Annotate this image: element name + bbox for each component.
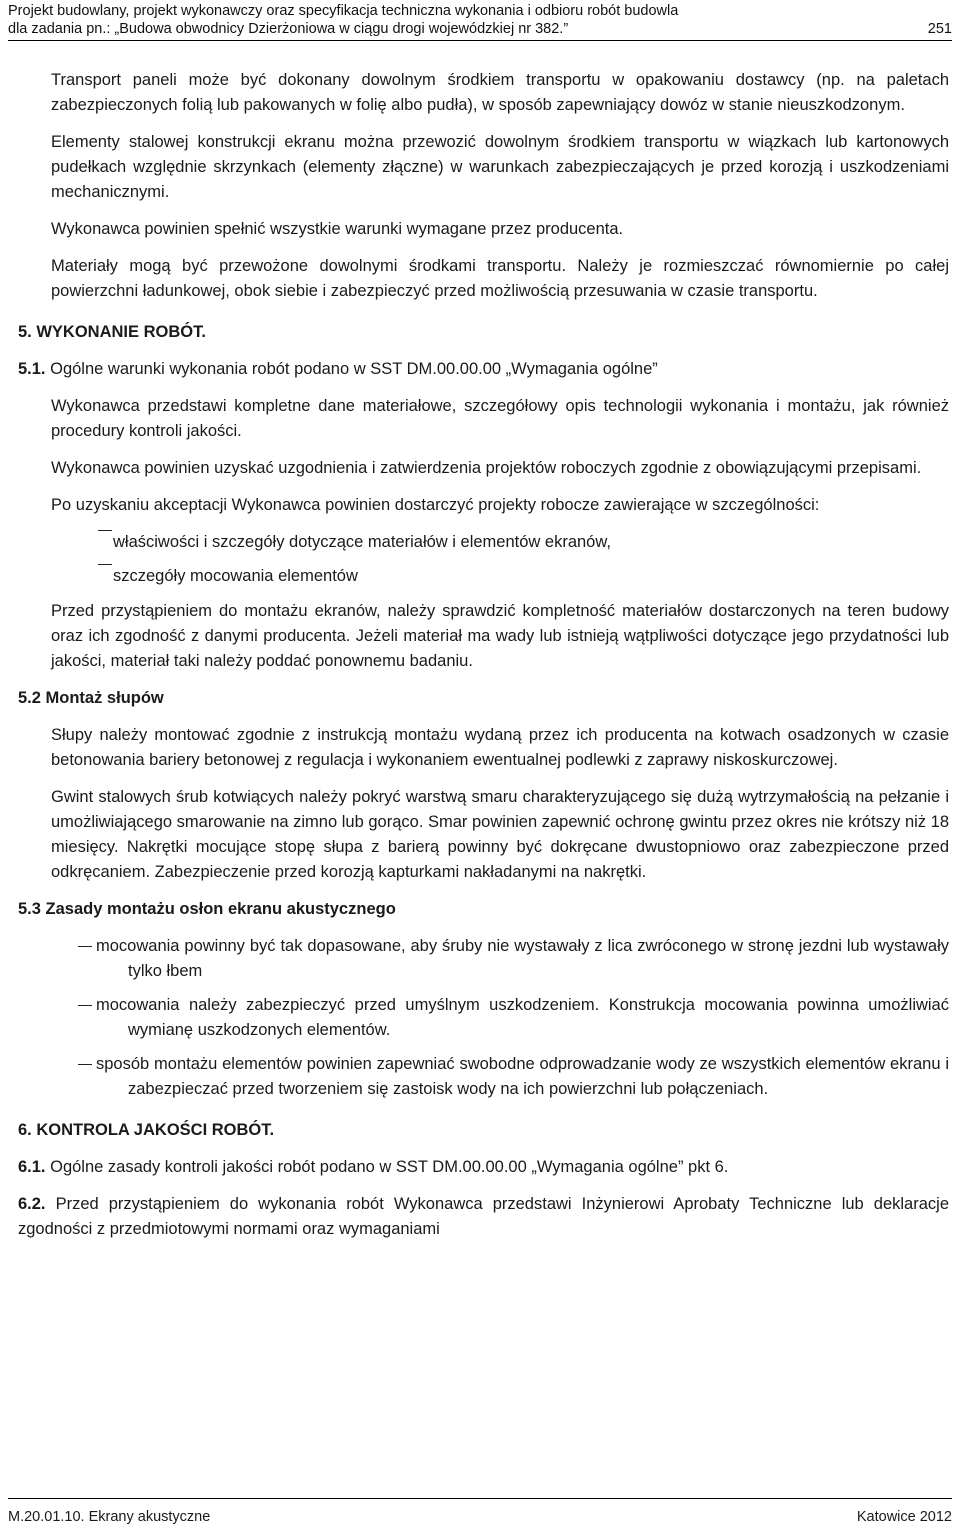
subsection-text: Ogólne zasady kontroli jakości robót podano w SST DM.00.00.00 „Wymagania ogólne” pkt 6. — [50, 1158, 729, 1176]
paragraph: Materiały mogą być przewożone dowolnymi środkami transportu. Należy je rozmieszczać równomiernie po całej powierzchni ładunkowej, obok siebie i zabezpieczyć przed możliwością przesuwania w czasie transportu. — [51, 257, 949, 300]
subsection-heading-5-1 — [18, 357, 949, 382]
section-heading-5-3: 5.3 Zasady montażu osłon ekranu akustycznego — [18, 900, 396, 918]
paragraph: Gwint stalowych śrub kotwiących należy pokryć warstwą smaru charakteryzującego się dużą wytrzymałością na pełzanie i umożliwiającego smarowanie na zimno lub gorąco. Smar powinien zapewnić ochronę gwintu przez okres nie krótszy niż 18 miesięcy. Nakrętki mocujące stopę słupa z barierą powinny być dokręcane dwustopniowo oraz zabezpieczone przed odkręcaniem. Zabezpieczenie przed korozją kapturkami nakładanymi na nakrętki. — [51, 788, 949, 881]
mounting-rules-list — [78, 934, 949, 1102]
subsection-number: 5.1. — [18, 360, 46, 378]
paragraph: Przed przystąpieniem do montażu ekranów, należy sprawdzić kompletność materiałów dostarczonych na teren budowy oraz ich zgodność z danymi producenta. Jeżeli materiał ma wady lub istnieją wątpliwości dotyczące jego przydatności lub jakości, materiał taki należy poddać ponownemu badaniu. — [51, 602, 949, 670]
header-line-2-row — [8, 20, 952, 38]
list-item-text: mocowania należy zabezpieczyć przed umyślnym uszkodzeniem. Konstrukcja mocowania powinna umożliwiać wymianę uszkodzonych elementów. — [96, 996, 949, 1039]
list-item-text: mocowania powinny być tak dopasowane, aby śruby nie wystawały z lica zwróconego w stronę jezdni lub wystawały tylko łbem — [96, 937, 949, 980]
list-item — [78, 934, 949, 984]
list-item-text: właściwości i szczegóły dotyczące materiałów i elementów ekranów, — [113, 533, 611, 551]
page-number: 251 — [927, 21, 952, 37]
list-item-text: szczegóły mocowania elementów — [113, 567, 358, 585]
paragraph: Elementy stalowej konstrukcji ekranu można przewozić dowolnym środkiem transportu w wiązkach lub kartonowych pudełkach względnie skrzynkach (elementy złączne) w warunkach zabezpieczających je przed korozją i uszkodzeniami mechanicznymi. — [51, 133, 949, 201]
list-item — [78, 993, 949, 1043]
paragraph: Po uzyskaniu akceptacji Wykonawca powinien dostarczyć projekty robocze zawierające w szczególności: — [51, 496, 820, 514]
list-item — [78, 1052, 949, 1102]
dash-bullet-icon — [98, 564, 112, 565]
subsection-heading-6-1 — [18, 1155, 949, 1180]
header-line-2: dla zadania pn.: „Budowa obwodnicy Dzierżoniowa w ciągu drogi wojewódzkiej nr 382.” — [8, 21, 569, 37]
paragraph: Transport paneli może być dokonany dowolnym środkiem transportu w opakowaniu dostawcy (np. na paletach zabezpieczonych folią lub pakowanych w folię albo pudła), w sposób zapewniający dowóz w stanie nieuszkodzonym. — [51, 71, 949, 114]
paragraph: Wykonawca powinien uzyskać uzgodnienia i zatwierdzenia projektów roboczych zgodnie z obowiązującymi przepisami. — [51, 459, 922, 477]
page-header — [8, 2, 952, 41]
requirements-list — [51, 530, 949, 589]
header-line-1: Projekt budowlany, projekt wykonawczy oraz specyfikacja techniczna wykonania i odbioru robót budowla — [8, 3, 679, 19]
footer-left: M.20.01.10. Ekrany akustyczne — [8, 1509, 211, 1525]
dash-bullet-icon — [78, 1005, 92, 1006]
list-item — [51, 564, 949, 589]
paragraph: Wykonawca przedstawi kompletne dane materiałowe, szczegółowy opis technologii wykonania i montażu, jak również procedury kontroli jakości. — [51, 397, 949, 440]
subsection-heading-6-2 — [18, 1192, 949, 1242]
section-heading-5: 5. WYKONANIE ROBÓT. — [18, 323, 206, 341]
list-item-text: sposób montażu elementów powinien zapewniać swobodne odprowadzanie wody ze wszystkich elementów ekranu i zabezpieczać przed tworzeniem się zastoisk wody na ich powierzchni lub połączeniach. — [96, 1055, 949, 1098]
header-rule — [8, 40, 952, 41]
subsection-text: Ogólne warunki wykonania robót podano w SST DM.00.00.00 „Wymagania ogólne” — [50, 360, 658, 378]
section-heading-6: 6. KONTROLA JAKOŚCI ROBÓT. — [18, 1121, 275, 1139]
paragraph: Słupy należy montować zgodnie z instrukcją montażu wydaną przez ich producenta na kotwach osadzonych w czasie betonowania bariery betonowej z regulacja i wykonaniem ewentualnej podlewki z zaprawy niskoskurczowej. — [51, 726, 949, 769]
footer-rule — [8, 1498, 952, 1499]
paragraph: Wykonawca powinien spełnić wszystkie warunki wymagane przez producenta. — [51, 220, 624, 238]
dash-bullet-icon — [78, 1064, 92, 1065]
dash-bullet-icon — [98, 530, 112, 531]
subsection-number: 6.2. — [18, 1195, 46, 1213]
subsection-number: 6.1. — [18, 1158, 46, 1176]
footer-right: Katowice 2012 — [856, 1509, 952, 1525]
document-body — [18, 68, 949, 1254]
subsection-text: Przed przystąpieniem do wykonania robót Wykonawca przedstawi Inżynierowi Aprobaty Techniczne lub deklaracje zgodności z przedmiotowymi normami oraz wymaganiami — [18, 1195, 949, 1238]
list-item — [51, 530, 949, 555]
dash-bullet-icon — [78, 946, 92, 947]
page-footer — [8, 1508, 952, 1526]
section-heading-5-2: 5.2 Montaż słupów — [18, 689, 164, 707]
